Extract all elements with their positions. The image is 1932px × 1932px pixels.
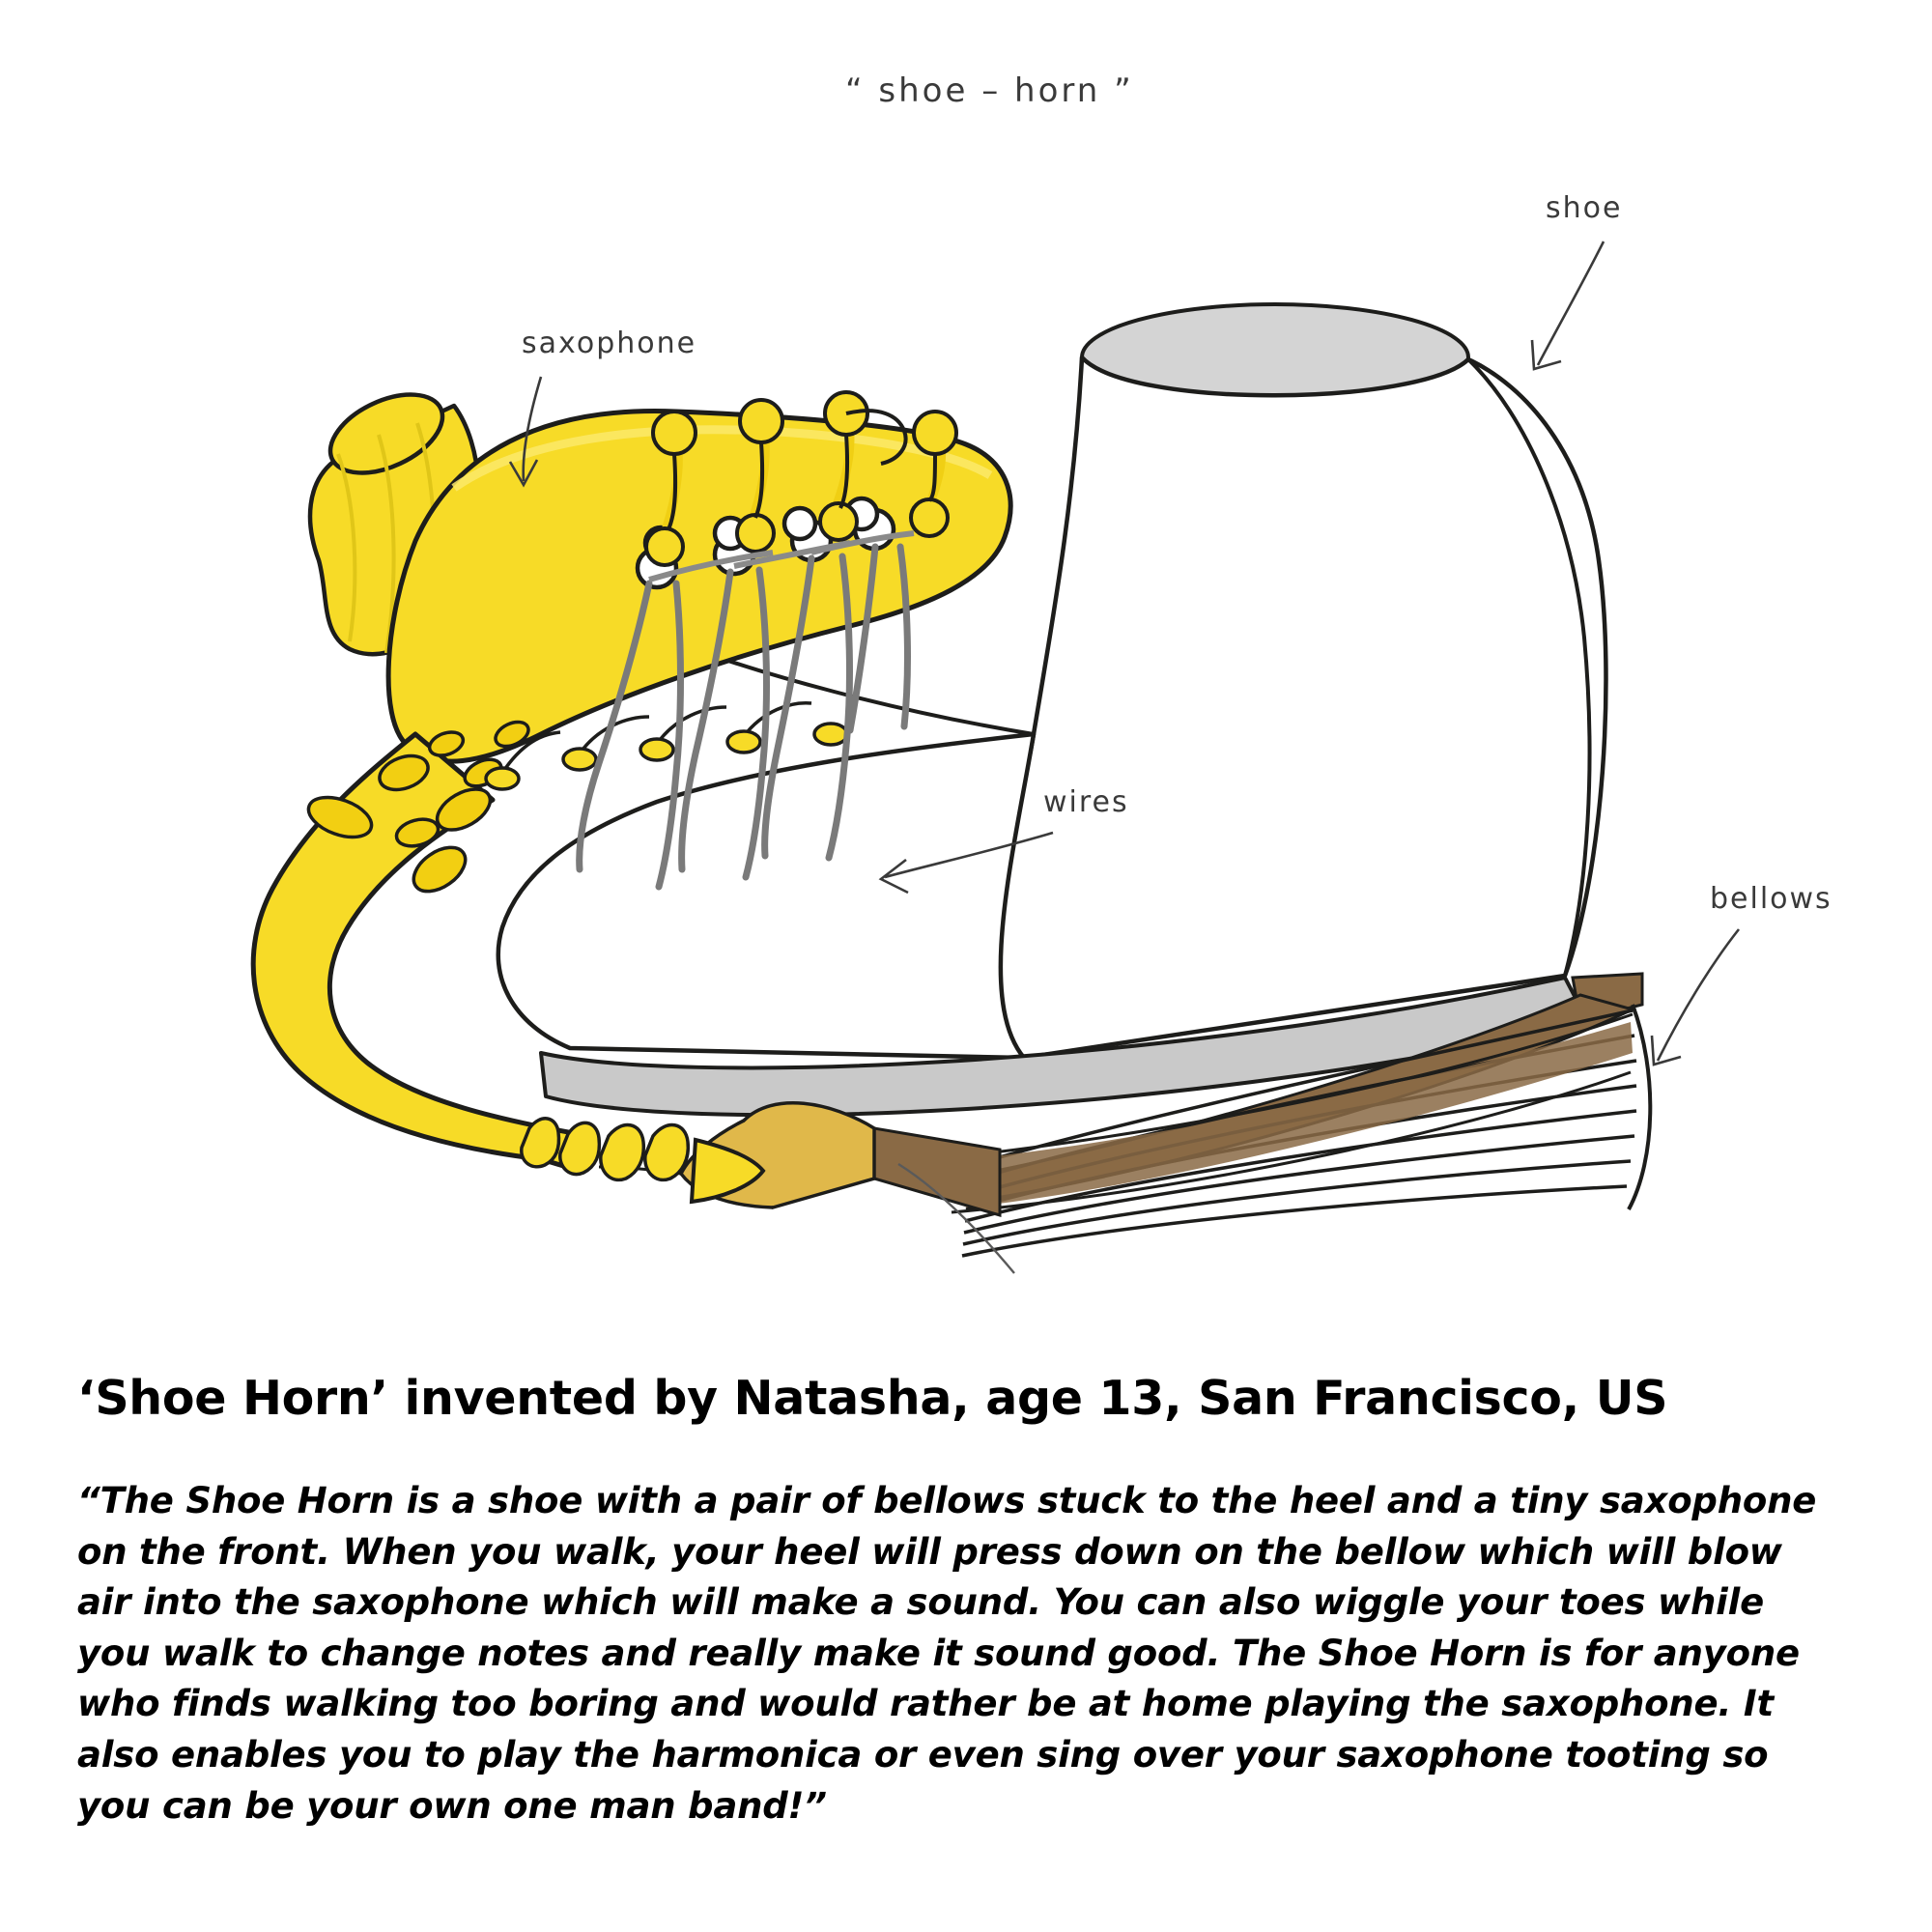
sketch-title-text: “ shoe – horn ” (845, 71, 1134, 110)
invention-description: “The Shoe Horn is a shoe with a pair of bellows stuck to the heel and a tiny saxophone on the front. When you walk, your heel will press down on the bellow which will blow air into the saxophone which will make a sound. You can also wiggle your toes while you walk to change notes and really make it sound good. The Shoe Horn is for anyone who finds walking too boring and would rather be at home playing the saxophone. It also enables you to play the harmonica or even sing over your saxophone tooting so you can be your own one man band!” (77, 1480, 1817, 1827)
annotation-bellows (1652, 882, 1833, 1065)
label-wires-text: wires (1043, 785, 1129, 819)
caption-block (77, 1372, 1864, 1832)
label-bellows-text: bellows (1710, 882, 1833, 916)
label-shoe-text: shoe (1546, 191, 1623, 225)
label-saxophone-text: saxophone (522, 327, 697, 360)
annotation-shoe (1532, 191, 1622, 369)
invention-title: ‘Shoe Horn’ invented by Natasha, age 13, San Francisco, US (77, 1371, 1668, 1426)
